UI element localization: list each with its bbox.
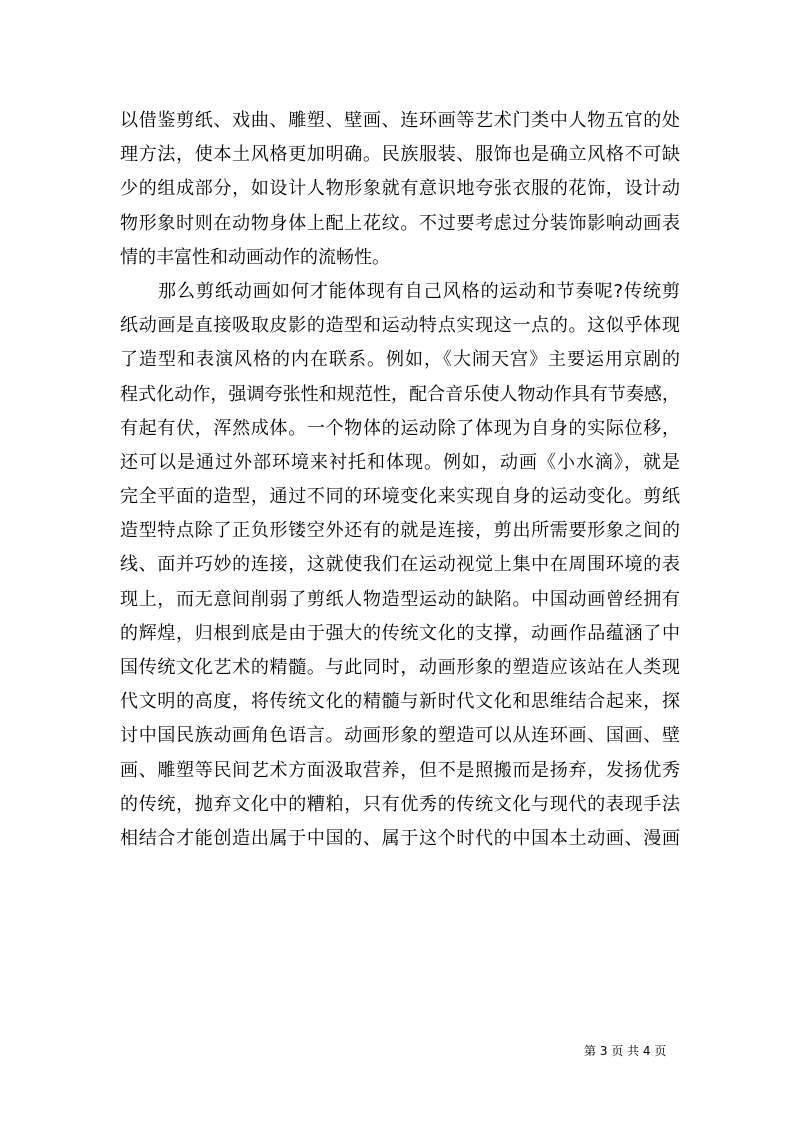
page-number-footer: 第 3 页 共 4 页 [584, 1044, 667, 1058]
text-line: 国传统文化艺术的精髓。与此同时，动画形象的塑造应该站在人类现 [120, 657, 680, 678]
text-line: 造型特点除了正负形镂空外还有的就是连接，剪出所需要形象之间的 [120, 520, 680, 542]
text-line: 的传统，抛弃文化中的糟粕，只有优秀的传统文化与现代的表现手法 [120, 793, 680, 815]
text-line: 相结合才能创造出属于中国的、属于这个时代的中国本土动画、漫画 [120, 827, 680, 849]
text-line: 完全平面的造型，通过不同的环境变化来实现自身的运动变化。剪纸 [120, 486, 680, 508]
text-line: 讨中国民族动画角色语言。动画形象的塑造可以从连环画、国画、壁 [120, 725, 680, 747]
text-line: 情的丰富性和动画动作的流畅性。 [120, 246, 390, 268]
text-line: 程式化动作，强调夸张性和规范性，配合音乐使人物动作具有节奏感， [120, 383, 680, 405]
text-line: 少的组成部分，如设计人物形象就有意识地夸张衣服的花饰，设计动 [120, 178, 680, 200]
text-line: 还可以是通过外部环境来衬托和体现。例如，动画《小水滴》，就是 [120, 451, 680, 473]
paragraph-first-line: 那么剪纸动画如何才能体现有自己风格的运动和节奏呢?传统剪 [158, 280, 680, 302]
body-text [120, 104, 680, 856]
text-line: 纸动画是直接吸取皮影的造型和运动特点实现这一点的。这似乎体现 [120, 315, 680, 337]
text-line: 以借鉴剪纸、戏曲、雕塑、壁画、连环画等艺术门类中人物五官的处 [120, 110, 680, 131]
text-line: 的辉煌，归根到底是由于强大的传统文化的支撑，动画作品蕴涵了中 [120, 622, 680, 644]
text-line: 线、面并巧妙的连接，这就使我们在运动视觉上集中在周围环境的表 [120, 554, 680, 576]
text-line: 现上，而无意间削弱了剪纸人物造型运动的缺陷。中国动画曾经拥有 [120, 588, 680, 610]
text-line: 画、雕塑等民间艺术方面汲取营养，但不是照搬而是扬弃，发扬优秀 [120, 759, 680, 781]
text-line: 了造型和表演风格的内在联系。例如，《大闹天宫》主要运用京剧的 [120, 349, 680, 371]
text-line: 理方法，使本土风格更加明确。民族服装、服饰也是确立风格不可缺 [120, 144, 680, 166]
text-line: 有起有伏，浑然成体。一个物体的运动除了体现为自身的实际位移， [120, 417, 680, 439]
text-line: 代文明的高度，将传统文化的精髓与新时代文化和思维结合起来，探 [120, 691, 680, 713]
text-line: 物形象时则在动物身体上配上花纹。不过要考虑过分装饰影响动画表 [120, 212, 680, 234]
